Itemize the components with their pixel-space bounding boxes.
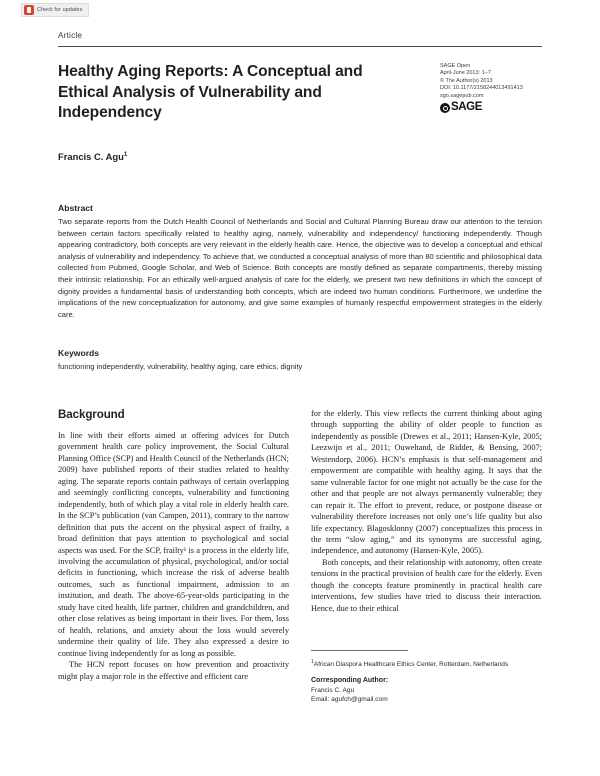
corresponding-author-email[interactable]: Email: agufch@gmail.com <box>311 696 388 704</box>
author-affiliation <box>311 658 542 669</box>
footnote-block <box>311 650 542 705</box>
author-affiliation-marker: 1 <box>123 151 128 158</box>
abstract-heading: Abstract <box>58 203 93 213</box>
header-divider <box>58 46 542 47</box>
journal-doi[interactable]: DOI: 10.1177/2158244013491413 <box>440 85 523 92</box>
keywords-section <box>58 348 542 373</box>
page-title: Healthy Aging Reports: A Conceptual and Ethical Analysis of Vulnerability and Independency <box>58 63 363 121</box>
body-column-right <box>311 408 542 614</box>
body-column-left <box>58 408 289 682</box>
keywords-heading: Keywords <box>58 348 100 358</box>
journal-copyright: © The Author(s) 2013 <box>440 77 493 84</box>
journal-name: SAGE Open <box>440 63 471 69</box>
affiliation-text: African Diaspora Healthcare Ethics Center, Rotterdam, Netherlands <box>313 661 509 669</box>
check-for-updates-badge[interactable] <box>21 3 89 17</box>
corresponding-author-name: Francis C. Agu <box>311 687 355 695</box>
footnote-divider <box>311 650 408 651</box>
journal-metadata <box>440 63 550 113</box>
body-paragraph: for the elderly. This view reflects the current thinking about aging through supporting the ability of older people to function as independently as possible (Drewes et al., 2011; Hansen-Kyle, 2005; Leezwijn et al., 2011; Ouwehand, de Ridder, & Bensing, 2007; Westendorp, 2006). HCN’s emphasis is that self-management and empowerment are compatible with healthy aging. It says that the same vulnerable factor for one might not actually be the case for the other and that people are not always permanently vulnerable; they can repair it. The effort to prevent, reduce, or postpone disease or vulnerability therefore increases not only one’s life quality but also life expectancy. Blagosklonny (2007) conceptualizes this process in the term “slow aging,” and its synonyms are successful aging, independence, and autonomy (Hansen-Kyle, 2005). <box>311 409 542 556</box>
journal-website[interactable]: sgo.sagepub.com <box>440 92 484 99</box>
running-head: Article <box>58 31 83 40</box>
check-for-updates-label: Check for updates <box>37 7 83 13</box>
crossmark-icon <box>24 5 34 15</box>
keywords-text: functioning independently, vulnerability, healthy aging, care ethics, dignity <box>58 362 303 371</box>
body-paragraph: The HCN report focuses on how prevention and proactivity might play a major role in the effective and efficient care <box>58 660 289 681</box>
sage-logo-label: SAGE <box>451 101 482 114</box>
sage-logo <box>440 103 550 113</box>
author-label: Francis C. Agu <box>58 151 124 163</box>
author-name <box>58 151 127 162</box>
sage-mark-icon <box>440 103 450 113</box>
abstract-section <box>58 203 542 320</box>
corresponding-author-heading: Corresponding Author: <box>311 677 389 685</box>
body-paragraph: Both concepts, and their relationship with autonomy, often create tensions in the practical provision of health care for the elderly. Even though the concepts feature prominently in practical health care interventions, few studies have tried to discuss their interaction. Hence, due to their ethical <box>311 557 542 613</box>
body-paragraph: In line with their efforts aimed at offering advices for Dutch government health care policy improvement, the Social Cultural Planning Office (SCP) and Health Council of the Netherlands (HCN; 2009) have published reports of their studies related to healthy aging. The separate reports contain pathways of certain overlapping and seemingly conflicting concepts, vulnerability and functioning independently, both of which play a vital role in elderly health care. In the SCP’s publication (van Campen, 2011), contrary to the narrow definition that puts the accent on the physical aspect of frailty, a broad definition that pays attention to psychological and social aspects was used. For the SCP, frailty¹ is a process in the elderly life, involving the accumulation of physical, psychological, and/or social deficits in functioning, which increase the risk of adverse health outcomes, such as functional impairment, admission to an institution, and death. The above-65-year-olds participating in the study have cited health, life partner, children and grandchildren, and other close relatives as being important in their lives. For them, loss of health, relations, and anxiety about the loss would severely undermine their quality of life. They also expressed a desire to continue living independently for as long as possible. <box>58 431 289 658</box>
background-heading: Background <box>58 408 125 421</box>
journal-issue: April-June 2013: 1–7 <box>440 70 491 77</box>
affiliation-marker: 1 <box>311 659 314 665</box>
abstract-text: Two separate reports from the Dutch Health Council of Netherlands and Social and Cultural Planning Bureau draw our attention to the tension between certain factors specifically related to healthy aging, namely, vulnerability and independency/ functioning independently. Though appearing contradictory, both concepts are very relevant in the elderly health care. Hence, the objective was to develop a conceptual and ethical analysis of vulnerability and independency. To achieve that, we conducted a conceptual analysis of more than 80 scientific and philosophical data collected from Pubmed, Google Scholar, and Web of Science. Both concepts are mostly defined as separate compartments, thereby missing their intrinsic relationship. For an ethically well-argued analysis of care for the elderly, we present two new definitions in which the concept of dignity provides a fundamental basis of understanding both concepts, which are indeed two human conditions. Furthermore, we underline the implications of the new conceptualization for autonomy, and give some examples of humanly respectful empowerment strategies in the elderly care. <box>58 217 542 319</box>
